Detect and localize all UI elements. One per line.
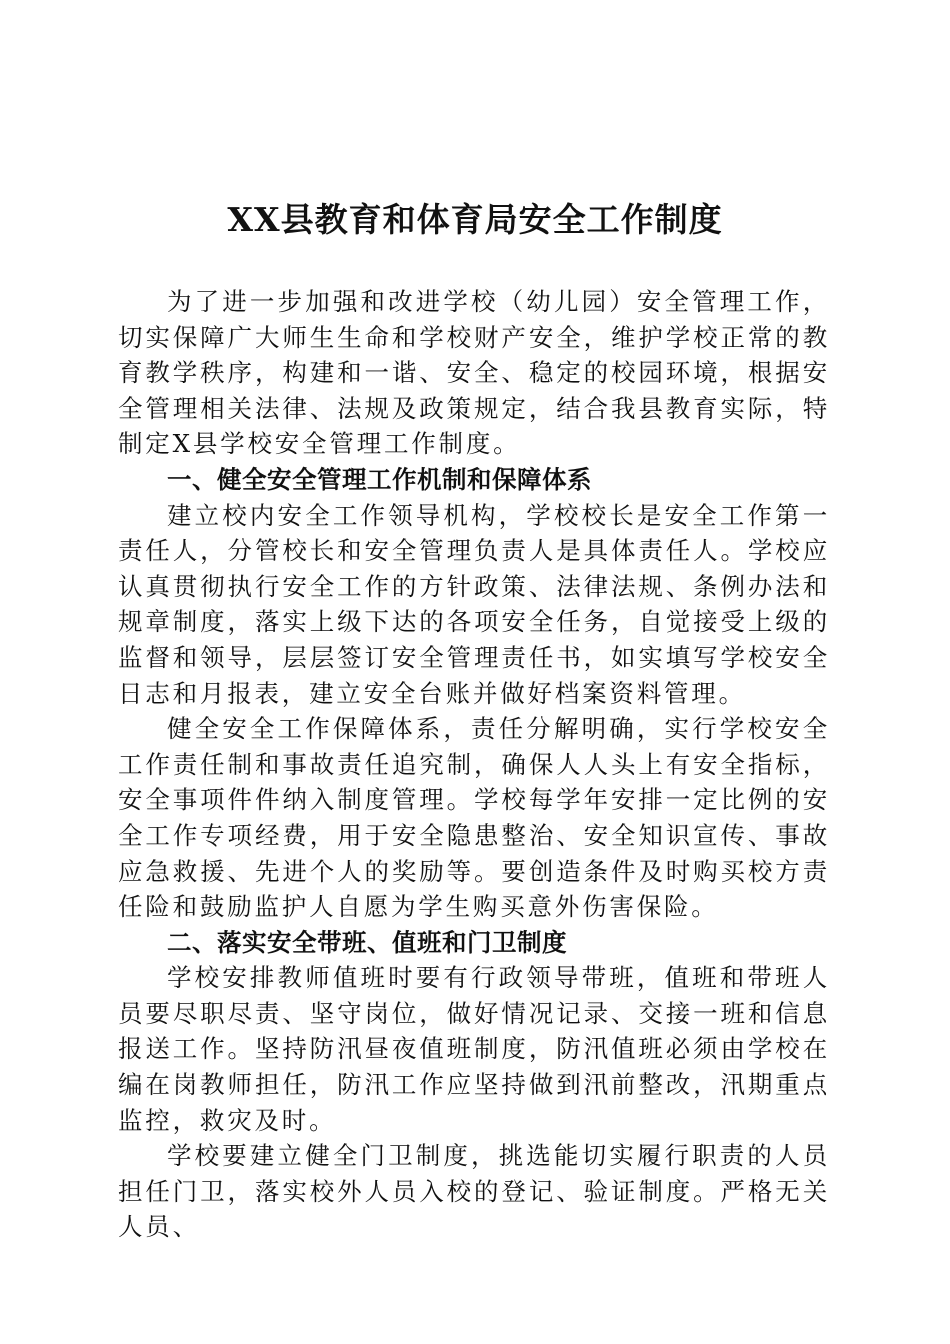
- section-2-paragraph-2: 学校要建立健全门卫制度，挑选能切实履行职责的人员担任门卫，落实校外人员入校的登记、验证制度。严格无关人员、: [118, 1141, 830, 1242]
- section-1-paragraph-1: 建立校内安全工作领导机构，学校校长是安全工作第一责任人，分管校长和安全管理负责人是具体责任人。学校应认真贯彻执行安全工作的方针政策、法律法规、条例办法和规章制度，落实上级下达的各项安全任务，自觉接受上级的监督和领导，层层签订安全管理责任书，如实填写学校安全日志和月报表，建立安全台账并做好档案资料管理。: [118, 500, 830, 708]
- document-body: [118, 284, 830, 1245]
- document-title: XX县教育和体育局安全工作制度: [227, 200, 723, 239]
- section-heading-1: 一、健全安全管理工作机制和保障体系: [167, 464, 592, 494]
- section-2-paragraph-1: 学校安排教师值班时要有行政领导带班，值班和带班人员要尽职尽责、坚守岗位，做好情况记录、交接一班和信息报送工作。坚持防汛昼夜值班制度，防汛值班必须由学校在编在岗教师担任，防汛工作应坚持做到汛前整改，汛期重点监控，救灾及时。: [118, 963, 830, 1135]
- section-heading-2: 二、落实安全带班、值班和门卫制度: [167, 927, 567, 957]
- intro-paragraph: 为了进一步加强和改进学校（幼儿园）安全管理工作，切实保障广大师生生命和学校财产安全，维护学校正常的教育教学秩序，构建和一谐、安全、稳定的校园环境，根据安全管理相关法律、法规及政策规定，结合我县教育实际，特制定X县学校安全管理工作制度。: [118, 287, 830, 459]
- section-1-paragraph-2: 健全安全工作保障体系，责任分解明确，实行学校安全工作责任制和事故责任追究制，确保人人头上有安全指标，安全事项件件纳入制度管理。学校每学年安排一定比例的安全工作专项经费，用于安全隐患整治、安全知识宣传、事故应急救援、先进个人的奖励等。要创造条件及时购买校方责任险和鼓励监护人自愿为学生购买意外伤害保险。: [118, 714, 830, 922]
